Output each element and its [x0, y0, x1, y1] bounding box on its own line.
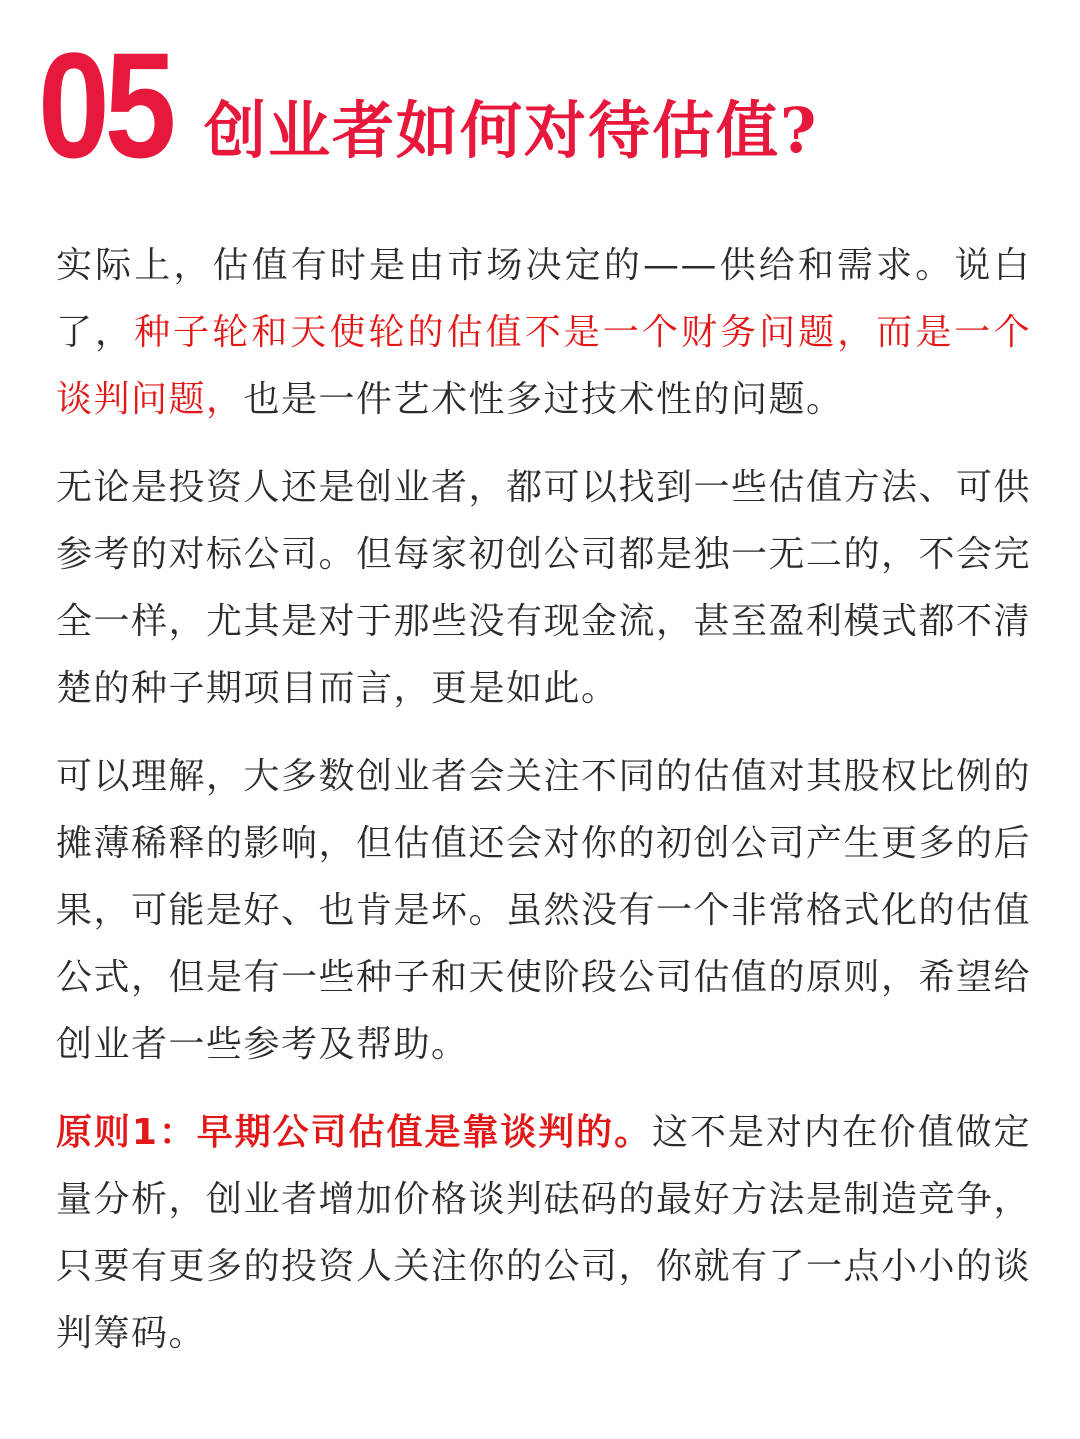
- section-title: 创业者如何对待估值?: [204, 94, 819, 167]
- paragraph-2: 无论是投资人还是创业者，都可以找到一些估值方法、可供参考的对标公司。但每家初创公司都是独一无二的，不会完全一样，尤其是对于那些没有现金流，甚至盈利模式都不清楚的种子期项目而言，更是如此。: [56, 467, 1032, 709]
- section-number: 05: [38, 21, 172, 189]
- paragraph-1-text-b: 也是一件艺术性多过技术性的问题。: [243, 379, 844, 420]
- paragraph-4-text: 这不是对内在价值做定量分析，创业者增加价格谈判砝码的最好方法是制造竞争，只要有更多的投资人关注你的公司，你就有了一点小小的谈判筹码。: [56, 1112, 1032, 1354]
- paragraph-4: [56, 1099, 1031, 1367]
- paragraph-1: [56, 232, 1031, 433]
- paragraph-1-text-a: 实际上，估值有时是由市场决定的——供给和需求。说白了，: [56, 245, 1031, 353]
- paragraph-3: 可以理解，大多数创业者会关注不同的估值对其股权比例的摊薄稀释的影响，但估值还会对你的初创公司产生更多的后果，可能是好、也肯是坏。虽然没有一个非常格式化的估值公式，但是有一些种子和天使阶段公司估值的原则，希望给创业者一些参考及帮助。: [56, 756, 1032, 1065]
- section-header: [38, 21, 819, 189]
- principle-1-heading: 原则1：早期公司估值是靠谈判的。: [56, 1112, 653, 1153]
- article-body: [56, 232, 1031, 1388]
- paragraph-1-highlight: 种子轮和天使轮的估值不是一个财务问题，而是一个谈判问题，: [56, 312, 1031, 420]
